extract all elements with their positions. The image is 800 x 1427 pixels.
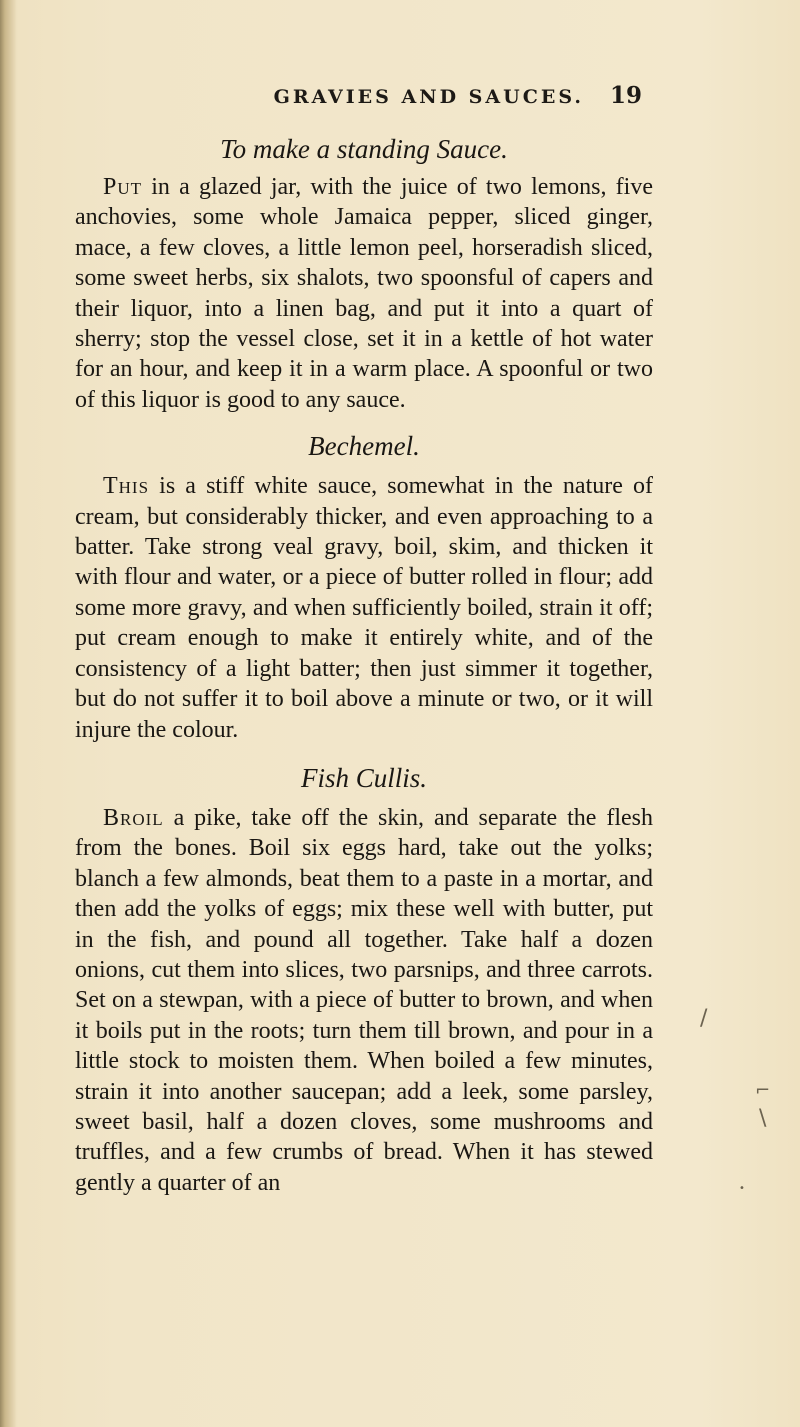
page-number: 19 — [609, 82, 642, 109]
paragraph-lead-word: This — [103, 473, 150, 500]
margin-pencil-mark: / — [700, 1006, 708, 1031]
recipe-heading-bechemel: Bechemel. — [308, 431, 420, 462]
recipe-paragraph-bechemel — [75, 471, 653, 745]
page-gutter — [0, 0, 16, 1427]
recipe-paragraph-fish-cullis — [75, 803, 653, 1198]
margin-pencil-dot: • — [739, 1183, 745, 1194]
paragraph-body: a pike, take off the skin, and separate the flesh from the bones. Boil six eggs hard, take out the yolks; blanch a few almonds, beat them to a paste in a mortar, and then add the yolks of eggs; mix these well with butter, put in the fish, and pound all together. Take half a dozen onions, cut them into slices, two parsnips, and three carrots. Set on a stewpan, with a piece of butter to brown, and when it boils put in the roots; turn them till brown, and pour in a little stock to moisten them. When boiled a few minutes, strain it into another saucepan; add a leek, some parsley, sweet basil, half a dozen cloves, some mushrooms and truffles, and a few crumbs of bread. When it has stewed gently a quarter of an — [75, 804, 653, 1196]
margin-pencil-mark: \ — [759, 1106, 767, 1131]
recipe-heading-standing-sauce: To make a standing Sauce. — [220, 134, 508, 164]
recipe-paragraph-standing-sauce — [75, 172, 653, 415]
paragraph-lead-word: Broil — [103, 804, 164, 831]
paragraph-body: in a glazed jar, with the juice of two lemons, five anchovies, some whole Jamaica pepper, sliced ginger, mace, a few cloves, a little lemon peel, horseradish sliced, some sweet herbs, six shalots, two spoonsful of capers and their liquor, into a linen bag, and put it into a quart of sherry; stop the vessel close, set it in a kettle of hot water for an hour, and keep it in a warm place. A spoonful or two of this liquor is good to any sauce. — [75, 174, 653, 413]
running-head — [202, 82, 642, 109]
paragraph-lead-word: Put — [103, 174, 143, 200]
text-block — [75, 132, 653, 1198]
paragraph-body: is a stiff white sauce, somewhat in the nature of cream, but considerably thicker, and even approaching to a batter. Take strong veal gravy, boil, skim, and thicken it with flour and water, or a piece of butter rolled in flour; add some more gravy, and when sufficiently boiled, strain it off; put cream enough to make it entirely white, and of the consistency of a light batter; then just simmer it together, but do not suffer it to boil above a minute or two, or it will injure the colour. — [75, 473, 653, 743]
recipe-heading-fish-cullis: Fish Cullis. — [300, 762, 428, 793]
margin-pencil-mark: ⌐ — [755, 1080, 771, 1101]
running-title: GRAVIES AND SAUCES. — [273, 86, 584, 108]
